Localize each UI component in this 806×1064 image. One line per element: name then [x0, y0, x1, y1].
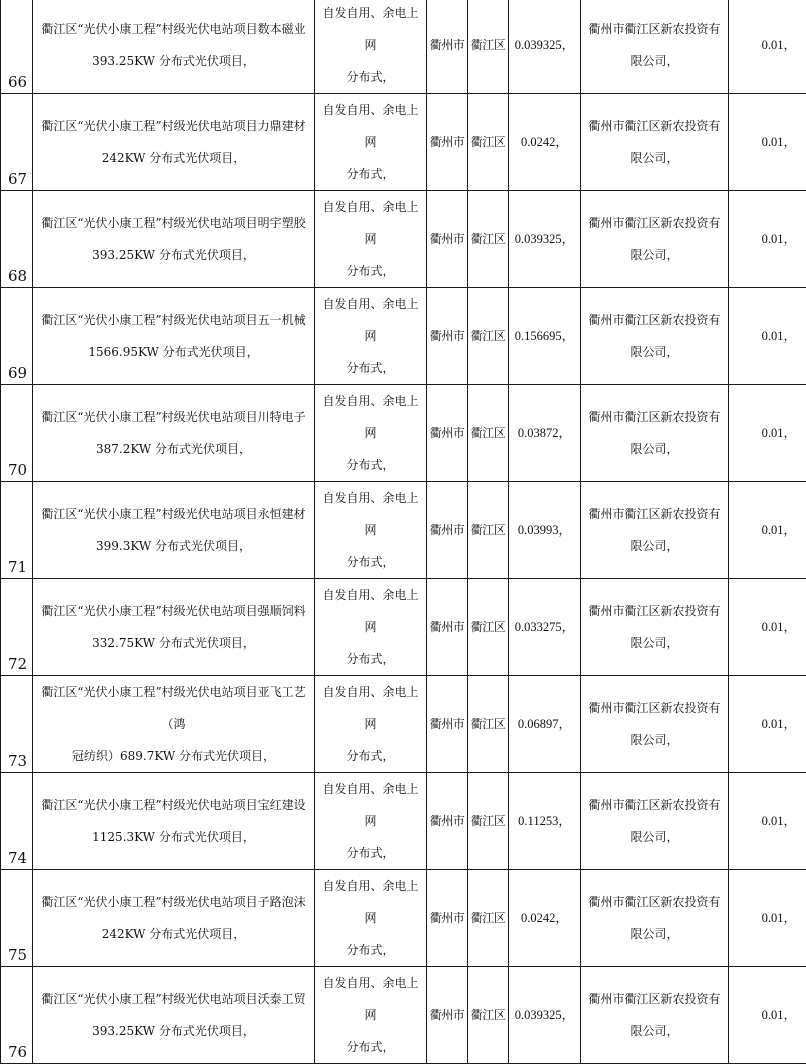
owner — [581, 967, 729, 1064]
capacity: 0.039325， — [509, 0, 581, 94]
owner-line1: 衢州市衢江区新农投资有 — [583, 983, 726, 1015]
project-name-line1: 衢江区“光伏小康工程”村级光伏电站项目子路泡沫 — [35, 886, 312, 918]
owner-line2: 限公司， — [583, 239, 726, 271]
table-row — [1, 773, 806, 870]
grid-mode — [315, 482, 427, 579]
row-number: 71 — [1, 482, 33, 579]
grid-mode-line2: 分布式， — [317, 740, 424, 772]
capacity: 0.039325， — [509, 967, 581, 1064]
city: 衢州市 — [427, 191, 468, 288]
grid-mode — [315, 773, 427, 870]
project-name-line1: 衢江区“光伏小康工程”村级光伏电站项目亚飞工艺（鸿 — [35, 676, 312, 740]
project-name-line2: 399.3KW 分布式光伏项目， — [35, 530, 312, 562]
city: 衢州市 — [427, 676, 468, 773]
table-row — [1, 0, 806, 94]
grid-mode-line2: 分布式， — [317, 352, 424, 384]
city: 衢州市 — [427, 288, 468, 385]
owner-line2: 限公司， — [583, 336, 726, 368]
project-name — [33, 94, 315, 191]
owner-line2: 限公司， — [583, 627, 726, 659]
project-name-line1: 衢江区“光伏小康工程”村级光伏电站项目明宇塑胶 — [35, 207, 312, 239]
grid-mode — [315, 288, 427, 385]
owner-line1: 衢州市衢江区新农投资有 — [583, 13, 726, 45]
project-name-line2: 332.75KW 分布式光伏项目， — [35, 627, 312, 659]
grid-mode-line1: 自发自用、余电上网 — [317, 385, 424, 449]
row-number: 76 — [1, 967, 33, 1064]
row-number: 74 — [1, 773, 33, 870]
owner — [581, 0, 729, 94]
owner-line2: 限公司， — [583, 433, 726, 465]
grid-mode-line2: 分布式， — [317, 61, 424, 93]
grid-mode-line2: 分布式， — [317, 643, 424, 675]
grid-mode-line2: 分布式， — [317, 837, 424, 869]
city: 衢州市 — [427, 94, 468, 191]
capacity: 0.11253， — [509, 773, 581, 870]
grid-mode-line1: 自发自用、余电上网 — [317, 967, 424, 1031]
capacity: 0.06897， — [509, 676, 581, 773]
row-number: 73 — [1, 676, 33, 773]
rate: 0.01， — [729, 773, 806, 870]
grid-mode — [315, 676, 427, 773]
grid-mode-line2: 分布式， — [317, 255, 424, 287]
project-name-line2: 242KW 分布式光伏项目， — [35, 142, 312, 174]
district: 衢江区 — [468, 967, 509, 1064]
project-name-line2: 冠纺织）689.7KW 分布式光伏项目， — [35, 740, 312, 772]
grid-mode-line1: 自发自用、余电上网 — [317, 288, 424, 352]
grid-mode — [315, 579, 427, 676]
district: 衢江区 — [468, 385, 509, 482]
row-number: 68 — [1, 191, 33, 288]
city: 衢州市 — [427, 385, 468, 482]
project-name-line2: 393.25KW 分布式光伏项目， — [35, 239, 312, 271]
project-name — [33, 0, 315, 94]
grid-mode — [315, 870, 427, 967]
owner-line2: 限公司， — [583, 142, 726, 174]
row-number: 70 — [1, 385, 33, 482]
owner — [581, 579, 729, 676]
city: 衢州市 — [427, 0, 468, 94]
grid-mode-line1: 自发自用、余电上网 — [317, 773, 424, 837]
project-name — [33, 967, 315, 1064]
table-row — [1, 385, 806, 482]
project-name — [33, 773, 315, 870]
owner-line1: 衢州市衢江区新农投资有 — [583, 498, 726, 530]
capacity: 0.033275， — [509, 579, 581, 676]
capacity: 0.039325， — [509, 191, 581, 288]
project-name-line1: 衢江区“光伏小康工程”村级光伏电站项目五一机械 — [35, 304, 312, 336]
project-name-line2: 393.25KW 分布式光伏项目， — [35, 1015, 312, 1047]
district: 衢江区 — [468, 870, 509, 967]
rate: 0.01， — [729, 967, 806, 1064]
rate: 0.01， — [729, 676, 806, 773]
grid-mode — [315, 0, 427, 94]
owner-line1: 衢州市衢江区新农投资有 — [583, 595, 726, 627]
owner-line2: 限公司， — [583, 45, 726, 77]
owner-line2: 限公司， — [583, 821, 726, 853]
project-name-line1: 衢江区“光伏小康工程”村级光伏电站项目沃泰工贸 — [35, 983, 312, 1015]
district: 衢江区 — [468, 482, 509, 579]
project-name-line2: 393.25KW 分布式光伏项目， — [35, 45, 312, 77]
grid-mode-line1: 自发自用、余电上网 — [317, 579, 424, 643]
city: 衢州市 — [427, 482, 468, 579]
project-name — [33, 191, 315, 288]
owner — [581, 191, 729, 288]
table-row — [1, 870, 806, 967]
owner-line2: 限公司， — [583, 530, 726, 562]
project-name — [33, 482, 315, 579]
capacity: 0.03872， — [509, 385, 581, 482]
district: 衢江区 — [468, 288, 509, 385]
row-number: 66 — [1, 0, 33, 94]
project-name-line2: 1566.95KW 分布式光伏项目， — [35, 336, 312, 368]
table-row — [1, 579, 806, 676]
project-name-line1: 衢江区“光伏小康工程”村级光伏电站项目力鼎建材 — [35, 110, 312, 142]
rate: 0.01， — [729, 0, 806, 94]
grid-mode-line2: 分布式， — [317, 934, 424, 966]
owner-line2: 限公司， — [583, 1015, 726, 1047]
owner-line1: 衢州市衢江区新农投资有 — [583, 401, 726, 433]
project-name-line1: 衢江区“光伏小康工程”村级光伏电站项目数本磁业 — [35, 13, 312, 45]
project-name-line1: 衢江区“光伏小康工程”村级光伏电站项目永恒建材 — [35, 498, 312, 530]
owner — [581, 94, 729, 191]
grid-mode-line1: 自发自用、余电上网 — [317, 0, 424, 61]
rate: 0.01， — [729, 385, 806, 482]
owner — [581, 870, 729, 967]
project-name — [33, 288, 315, 385]
capacity: 0.0242， — [509, 94, 581, 191]
owner-line2: 限公司， — [583, 724, 726, 756]
owner — [581, 482, 729, 579]
table-row — [1, 94, 806, 191]
rate: 0.01， — [729, 191, 806, 288]
grid-mode-line1: 自发自用、余电上网 — [317, 870, 424, 934]
grid-mode-line2: 分布式， — [317, 546, 424, 578]
grid-mode-line1: 自发自用、余电上网 — [317, 676, 424, 740]
city: 衢州市 — [427, 579, 468, 676]
project-name — [33, 579, 315, 676]
table-row — [1, 288, 806, 385]
grid-mode-line1: 自发自用、余电上网 — [317, 482, 424, 546]
project-name — [33, 676, 315, 773]
row-number: 67 — [1, 94, 33, 191]
owner-line1: 衢州市衢江区新农投资有 — [583, 789, 726, 821]
owner-line2: 限公司， — [583, 918, 726, 950]
district: 衢江区 — [468, 676, 509, 773]
project-name-line2: 242KW 分布式光伏项目， — [35, 918, 312, 950]
rate: 0.01， — [729, 579, 806, 676]
table-row — [1, 482, 806, 579]
row-number: 75 — [1, 870, 33, 967]
project-name-line2: 1125.3KW 分布式光伏项目， — [35, 821, 312, 853]
project-name — [33, 870, 315, 967]
owner — [581, 773, 729, 870]
grid-mode — [315, 94, 427, 191]
owner — [581, 676, 729, 773]
table-row — [1, 191, 806, 288]
district: 衢江区 — [468, 773, 509, 870]
owner — [581, 385, 729, 482]
rate: 0.01， — [729, 870, 806, 967]
capacity: 0.156695， — [509, 288, 581, 385]
grid-mode-line2: 分布式， — [317, 1031, 424, 1063]
owner — [581, 288, 729, 385]
district: 衢江区 — [468, 94, 509, 191]
owner-line1: 衢州市衢江区新农投资有 — [583, 110, 726, 142]
owner-line1: 衢州市衢江区新农投资有 — [583, 692, 726, 724]
city: 衢州市 — [427, 870, 468, 967]
owner-line1: 衢州市衢江区新农投资有 — [583, 886, 726, 918]
grid-mode-line1: 自发自用、余电上网 — [317, 94, 424, 158]
capacity: 0.03993， — [509, 482, 581, 579]
owner-line1: 衢州市衢江区新农投资有 — [583, 304, 726, 336]
project-name — [33, 385, 315, 482]
grid-mode — [315, 385, 427, 482]
district: 衢江区 — [468, 0, 509, 94]
project-name-line1: 衢江区“光伏小康工程”村级光伏电站项目强顺饲料 — [35, 595, 312, 627]
project-name-line1: 衢江区“光伏小康工程”村级光伏电站项目宝红建设 — [35, 789, 312, 821]
grid-mode-line2: 分布式， — [317, 449, 424, 481]
city: 衢州市 — [427, 773, 468, 870]
grid-mode-line2: 分布式， — [317, 158, 424, 190]
row-number: 72 — [1, 579, 33, 676]
rate: 0.01， — [729, 288, 806, 385]
capacity: 0.0242， — [509, 870, 581, 967]
city: 衢州市 — [427, 967, 468, 1064]
table-row — [1, 967, 806, 1064]
project-name-line2: 387.2KW 分布式光伏项目， — [35, 433, 312, 465]
row-number: 69 — [1, 288, 33, 385]
grid-mode — [315, 191, 427, 288]
project-name-line1: 衢江区“光伏小康工程”村级光伏电站项目川特电子 — [35, 401, 312, 433]
rate: 0.01， — [729, 94, 806, 191]
district: 衢江区 — [468, 191, 509, 288]
table-row — [1, 676, 806, 773]
district: 衢江区 — [468, 579, 509, 676]
grid-mode-line1: 自发自用、余电上网 — [317, 191, 424, 255]
owner-line1: 衢州市衢江区新农投资有 — [583, 207, 726, 239]
rate: 0.01， — [729, 482, 806, 579]
grid-mode — [315, 967, 427, 1064]
